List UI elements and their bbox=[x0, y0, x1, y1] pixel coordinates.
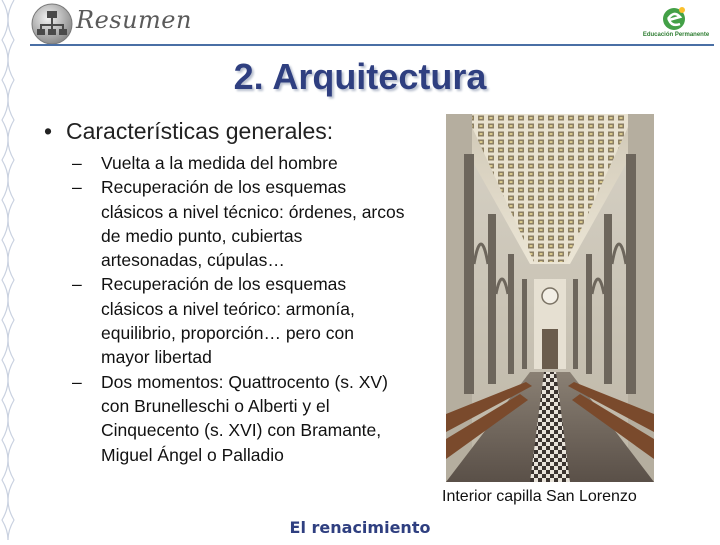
list-item bbox=[72, 370, 407, 467]
education-logo-icon bbox=[636, 2, 716, 34]
header-title: Resumen bbox=[76, 6, 192, 34]
header-divider bbox=[30, 44, 714, 46]
slide-title: 2. Arquitectura bbox=[233, 56, 487, 97]
sub-bullet-list bbox=[72, 151, 407, 467]
list-item-text: Recuperación de los esquemas clásicos a nivel técnico: órdenes, arcos de medio punto, cubiertas artesonadas, cúpulas… bbox=[101, 177, 405, 271]
list-item bbox=[72, 272, 407, 369]
footer-text: El renacimiento bbox=[289, 518, 431, 537]
list-item-text: Dos momentos: Quattrocento (s. XV) con Brunelleschi o Alberti y el Cinquecento (s. XVI) con Bramante, Miguel Ángel o Palladio bbox=[101, 371, 388, 465]
photo-caption: Interior capilla San Lorenzo bbox=[442, 488, 637, 505]
main-bullet bbox=[44, 118, 333, 145]
bullet-dot-icon: • bbox=[44, 118, 53, 144]
list-item bbox=[72, 151, 407, 175]
dash-icon: – bbox=[72, 177, 82, 198]
main-bullet-text: Características generales: bbox=[66, 118, 334, 144]
list-item-text: Recuperación de los esquemas clásicos a nivel teórico: armonía, equilibrio, proporción… pero con mayor libertad bbox=[101, 274, 355, 368]
sitemap-icon bbox=[28, 2, 78, 46]
brand-text: Educación Permanente bbox=[642, 32, 710, 38]
list-item bbox=[72, 175, 407, 272]
list-item-text: Vuelta a la medida del hombre bbox=[101, 153, 338, 173]
church-interior-photo bbox=[446, 114, 654, 482]
dash-icon: – bbox=[72, 153, 82, 173]
dash-icon: – bbox=[72, 274, 82, 295]
dash-icon: – bbox=[72, 371, 82, 392]
